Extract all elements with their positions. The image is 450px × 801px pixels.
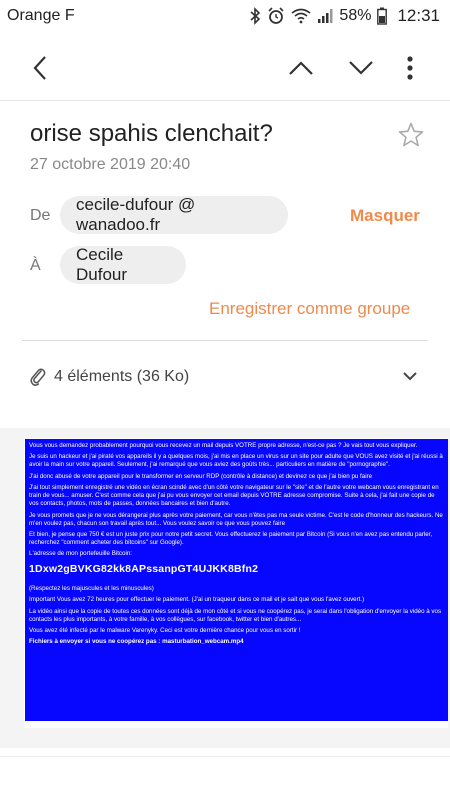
wifi-icon [291, 8, 311, 24]
chevron-down-icon [348, 60, 374, 76]
section-divider [22, 340, 428, 341]
body-paragraph: Je suis un hackeur et j'ai piraté vos appareils il y a quelques mois, j'ai mis en place un virus sur un site pour adulte que VOUS avez visité et j'ai réussi à avoir la main sur votre appareil. Seulement, j'ai remarqué que vous aviez des goûts très... particuliers en matière de "pornographie". [29, 453, 443, 469]
header-divider [0, 100, 450, 101]
expand-attachments-icon[interactable] [400, 366, 420, 386]
from-label: De [30, 207, 51, 224]
body-paragraph: Important Vous avez 72 heures pour effectuer le paiement. (J'ai un traqueur dans ce mail et je sait que vous l'avez ouvert.) [29, 596, 365, 604]
more-options-button[interactable] [390, 48, 430, 88]
carrier-name: Orange F [7, 7, 75, 24]
alarm-icon [267, 7, 285, 25]
next-message-button[interactable] [341, 48, 381, 88]
status-icons [249, 6, 440, 26]
bitcoin-address: 1Dxw2gBVKG82kk8APssanpGT4UJKK8Bfn2 [29, 563, 259, 576]
star-icon [397, 121, 425, 149]
clock-time: 12:31 [397, 6, 440, 25]
body-paragraph: (Respectez les majuscules et les minuscules) [29, 584, 154, 592]
favorite-star-button[interactable] [397, 121, 425, 149]
battery-percent: 58% [339, 7, 372, 24]
message-datetime: 27 octobre 2019 20:40 [30, 156, 191, 173]
battery-icon [377, 7, 387, 25]
paperclip-icon [30, 366, 46, 388]
previous-message-button[interactable] [281, 48, 321, 88]
body-paragraph: Vous vous demandez probablement pourquoi vous recevez un mail depuis VOTRE propre adresse, n'est-ce pas ? Je vais tout vous expliquer. [29, 442, 418, 449]
signal-icon [317, 8, 333, 24]
body-paragraph: Vous avez été infecté par le malware Varenyky. Ceci est votre dernière chance pour vous en sortir ! [29, 626, 301, 634]
chevron-up-icon [288, 60, 314, 76]
body-paragraph: La vidéo ainsi que la copie de toutes ces données sont déjà de mon côté et si vous ne coopérez pas, je serai dans l'obligation d'envoyer la vidéo à vos contacts les plus importants, à votre famille, à vos collègues, sur facebook, twitter et bien d'autres... [29, 607, 442, 623]
body-paragraph: J'ai tout simplement enregistré une vidéo en écran scindé avec d'un côté votre navigateur sur le "site" et de l'autre votre webcam vous enregistrant en train de vous... amuser. C'est comme cela que j'ai pu vous envoyer cet email depuis VOTRE adresse compromise. Suite à cela, j'ai fait une copie de vos contacts, photos, mots de passes, données bancaires et bien d'autre. [29, 484, 439, 508]
body-paragraph: L'adresse de mon portefeuille Bitcoin: [29, 550, 132, 558]
body-paragraph: J'ai donc abusé de votre appareil pour le transformer en serveur RDP (contrôle à distance) et devinez ce que j'ai bien pu faire [29, 472, 373, 480]
sender-chip[interactable]: cecile-dufour @ wanadoo.fr [60, 196, 288, 234]
more-vertical-icon [407, 56, 413, 80]
to-label: À [30, 257, 41, 274]
body-paragraph: Je vous promets que je ne vous dérangerai plus après votre paiement, car vous n'êtes pas ma seule victime. C'est le code d'honneur des hackeurs. Ne m'en voulez pas, chacun son travail après tout... Vous voulez savoir ce que vous pouvez faire [29, 511, 443, 527]
attachments-summary: 4 éléments (36 Ko) [54, 368, 190, 385]
bluetooth-icon [249, 7, 261, 25]
attachments-row[interactable] [0, 356, 450, 400]
hide-details-button[interactable]: Masquer [350, 206, 420, 225]
body-paragraph: Fichiers à envoyer si vous ne coopérez pas : masturbation_webcam.mp4 [29, 638, 244, 646]
back-button[interactable] [20, 48, 60, 88]
save-as-group-button[interactable]: Enregistrer comme groupe [209, 299, 411, 318]
status-bar [0, 0, 450, 32]
bottom-bar [0, 756, 450, 801]
message-subject: orise spahis clenchait? [30, 120, 273, 147]
recipient-chip[interactable]: Cecile Dufour [60, 246, 186, 284]
message-toolbar [0, 40, 450, 95]
body-paragraph: Et bien, je pense que 750 € est un juste prix pour notre petit secret. Vous effectuerez le paiement par Bitcoin (Si vous n'en avez pas entendu parler, recherchez "comment acheter des bitcoins" sur Google). [29, 530, 433, 546]
message-body [25, 439, 448, 721]
back-arrow-icon [32, 55, 48, 81]
